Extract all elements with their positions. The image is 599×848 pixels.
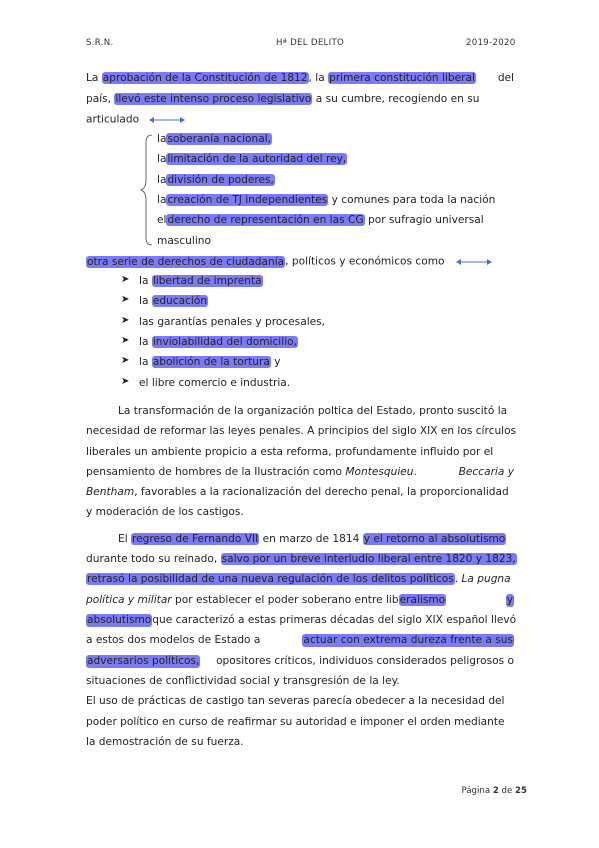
- highlight: otra serie de derechos de ciudadanía: [87, 255, 285, 268]
- paragraph-4-line-6: a estos dos modelos de Estado a actuar con extrema dureza frente a sus: [86, 634, 513, 646]
- highlight: y: [506, 594, 513, 606]
- paragraph-4-line-4: política y militar por establecer el poder soberano entre liberalismo y: [86, 594, 513, 606]
- header-right: 2019-2020: [466, 38, 516, 48]
- highlight: adversarios políticos,: [87, 655, 200, 667]
- highlight: derecho de representación en las CG: [167, 214, 364, 227]
- bullet-list-item: el libre comercio e industria.: [139, 376, 291, 389]
- paragraph-4-line-10: poder político en curso de reafirmar su autoridad e imponer el orden mediante: [86, 716, 505, 728]
- paragraph-3-line-5: Bentham, favorables a la racionalización del derecho penal, la proporcionalidad: [86, 486, 509, 498]
- paragraph-1-line-3: articulado: [86, 113, 185, 127]
- highlight: regreso de Fernando VII: [132, 533, 259, 545]
- paragraph-4-line-8: situaciones de conflictividad social y transgresión de la ley.: [86, 675, 400, 687]
- paragraph-3-line-6: y moderación de los castigos.: [86, 506, 244, 518]
- arrow-bullet-icon: ➤: [121, 314, 130, 326]
- highlight: actuar con extrema dureza frente a sus: [303, 634, 513, 646]
- arrow-bullet-icon: ➤: [121, 274, 130, 285]
- paragraph-4-line-9: El uso de prácticas de castigo tan severas parecía obedecer a la necesidad del: [86, 695, 505, 707]
- highlight: llevó este intenso proceso legislativo: [115, 93, 312, 105]
- double-arrow-icon: [149, 113, 185, 126]
- paragraph-1-line-2: país, llevó este intenso proceso legislativo a su cumbre, recogiendo en su: [86, 93, 480, 105]
- bullet-list-item: la inviolabilidad del domicilio,: [139, 335, 297, 348]
- highlight: eralismo: [399, 594, 446, 606]
- paragraph-2-line: otra serie de derechos de ciudadanía, políticos y económicos como: [86, 255, 492, 269]
- paragraph-4-line-1: El regreso de Fernando VII en marzo de 1814 y el retorno al absolutismo: [118, 533, 506, 545]
- brace-list-item: masculino: [157, 234, 211, 247]
- paragraph-3-line-1: La transformación de la organización poltica del Estado, pronto suscitó la: [118, 405, 508, 417]
- highlight: retrasó la posibilidad de una nueva regulación de los delitos políticos: [87, 573, 454, 585]
- highlight: abolición de la tortura: [152, 356, 270, 369]
- bullet-list-item: la educación: [139, 295, 208, 308]
- paragraph-3-line-4: pensamiento de hombres de la Ilustración como Montesquieu. Beccaria y: [86, 466, 514, 478]
- highlight: limitación de la autoridad del rey,: [167, 153, 347, 166]
- highlight: creación de TJ independientes: [167, 193, 328, 206]
- paragraph-4-line-11: la demostración de su fuerza.: [86, 736, 244, 748]
- arrow-bullet-icon: ➤: [121, 334, 130, 346]
- paragraph-4-line-7: adversarios políticos, opositores críticos, individuos considerados peligrosos o: [87, 655, 514, 667]
- paragraph-4-line-3: retrasó la posibilidad de una nueva regulación de los delitos políticos. La pugna: [87, 573, 511, 585]
- bullet-list-item: la abolición de la tortura y: [139, 356, 281, 369]
- paragraph-3-line-3: liberales un ambiente propicio a esta reforma, profundamente influido por el: [86, 446, 494, 458]
- highlight: aprobación de la Constitución de 1812: [102, 72, 308, 84]
- highlight: salvo por un breve interludio liberal entre 1820 y 1823,: [221, 553, 516, 565]
- page-number: Página 2 de 25: [461, 786, 527, 796]
- bullet-list-item: las garantías penales y procesales,: [139, 315, 326, 328]
- header-center: Hª DEL DELITO: [276, 38, 345, 48]
- highlight: primera constitución liberal: [329, 72, 475, 84]
- brace-list-item: lasoberanía nacional,: [157, 133, 272, 145]
- arrow-bullet-icon: ➤: [121, 355, 130, 367]
- highlight: absolutismo: [87, 614, 152, 626]
- paragraph-4-line-5: absolutismo que caracterizó a estas primeras décadas del siglo XIX español llevó: [87, 614, 517, 626]
- header-left: S.R.N.: [86, 38, 114, 48]
- brace-list-item: elderecho de representación en las CG por sufragio universal: [157, 214, 484, 227]
- highlight: educación: [152, 295, 208, 308]
- arrow-bullet-icon: ➤: [121, 294, 130, 306]
- highlight: soberanía nacional,: [167, 133, 272, 145]
- paragraph-1-line-1: La aprobación de la Constitución de 1812, la primera constitución liberal del: [86, 72, 514, 84]
- brace-list-item: lacreación de TJ independientes y comunes para toda la nación: [157, 193, 496, 206]
- double-arrow-icon: [456, 255, 492, 268]
- brace-list-item: ladivisión de poderes,: [157, 173, 274, 186]
- arrow-bullet-icon: ➤: [121, 375, 130, 387]
- paragraph-3-line-2: necesidad de reformar las leyes penales. A principios del siglo XIX en los círculos: [86, 425, 517, 437]
- bullet-list-item: la libertad de imprenta: [139, 275, 262, 287]
- highlight: libertad de imprenta: [152, 275, 262, 287]
- brace-list-item: lalimitación de la autoridad del rey,: [157, 153, 347, 166]
- curly-brace-icon: [140, 134, 156, 246]
- highlight: y el retorno al absolutismo: [363, 533, 506, 545]
- highlight: división de poderes,: [167, 173, 274, 186]
- highlight: inviolabilidad del domicilio,: [152, 335, 297, 348]
- paragraph-4-line-2: durante todo su reinado, salvo por un breve interludio liberal entre 1820 y 1823,: [86, 553, 516, 565]
